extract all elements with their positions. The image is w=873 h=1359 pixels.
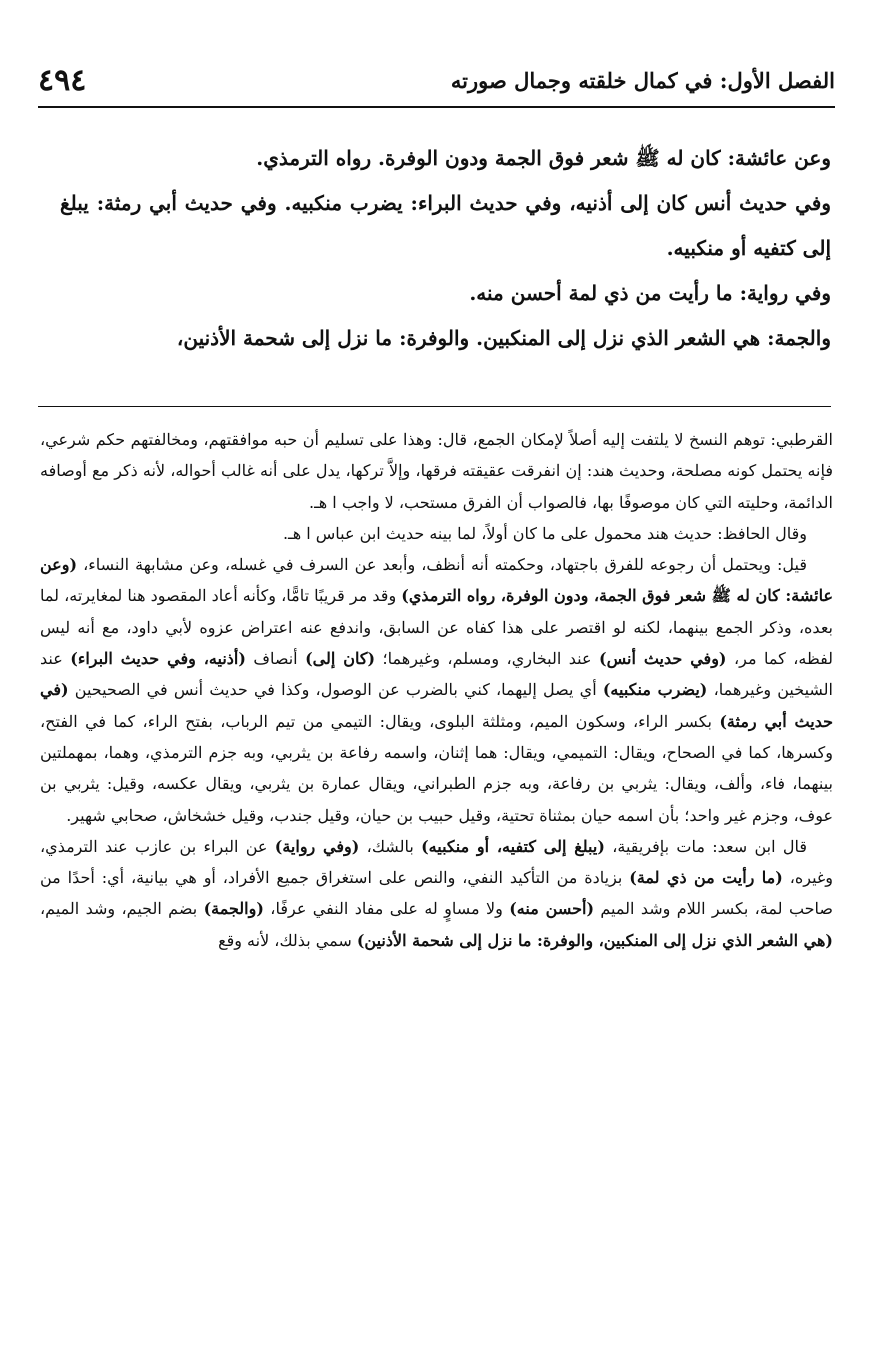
page-header bbox=[38, 58, 835, 102]
commentary-text: عن البراء بن عازب عند الترمذي، وغيره، bbox=[40, 836, 833, 888]
commentary-text: بزيادة من التأكيد النفي، والنص على استغراق جميع الأفراد، أو هي بيانية، أي: أحدًا من صاحب لمة، بكسر اللام وشد الميم bbox=[40, 868, 834, 919]
quoted-main-text: (أذنيه، وفي حديث البراء) bbox=[70, 649, 246, 669]
commentary-text: عند البخاري، ومسلم، وغيرهما؛ bbox=[382, 649, 592, 669]
chapter-title: الفصل الأول: في كمال خلقته وجمال صورته bbox=[450, 67, 835, 93]
main-paragraph-riwaya: وفي رواية: ما رأيت من ذي لمة أحسن منه. bbox=[469, 281, 831, 305]
main-paragraph-anas: وفي حديث أنس كان إلى أذنيه، وفي حديث البراء: يضرب منكبيه. وفي حديث أبي رمثة: يبلغ إلى كتفيه أو منكبيه. bbox=[60, 191, 831, 260]
quoted-main-text: (وعن عائشة: كان له ﷺ شعر فوق الجمة، ودون الوفرة، رواه الترمذي) bbox=[40, 555, 833, 606]
commentary-text: قال ابن سعد: مات بإفريقية، bbox=[612, 836, 807, 856]
main-text bbox=[60, 136, 831, 361]
commentary-text: ولا مساوٍ له على مفاد النفي عرفًا، bbox=[270, 899, 503, 919]
commentary-paragraph-ibn-saad bbox=[40, 831, 833, 956]
commentary-text: بضم الجيم، وشد الميم، bbox=[40, 899, 198, 919]
commentary-paragraph-hafiz: وقال الحافظ: حديث هند محمول على ما كان أولاً، لما بينه حديث ابن عباس ا هـ. bbox=[282, 523, 807, 543]
commentary-text: بكسر الراء، وسكون الميم، ومثلثة البلوى، ويقال: التيمي من تيم الرباب، بفتح الراء، كما في الفتح، وكسرها، كما في الصحاح، ويقال: التميمي، ويقال: هما إثنان، واسمه رفاعة بن يثربي، وبه جزم الترمذي، وهما، بمهملتين بينهما، فاء، وألف، ويقال: يثربي بن رفاعة، وبه جزم الطبراني، ويقال عمارة بن يثربي، ويقال عكسه، وقيل: يثربي بن عوف، وجزم غير واحد؛ بأن اسمه حيان بمثناة تحتية، وقيل حبيب بن حيان، وقيل جندب، وقيل خشخاش، صحابي شهير. bbox=[40, 711, 833, 825]
commentary-paragraph-hair bbox=[40, 549, 833, 831]
commentary-text: أنصاف bbox=[253, 649, 298, 669]
commentary-text: قيل: ويحتمل أن رجوعه للفرق باجتهاد، وحكمته أنه أنظف، وأبعد عن السرف في غسله، وعن مشابهة النساء، bbox=[83, 555, 807, 575]
main-paragraph-aisha: وعن عائشة: كان له ﷺ شعر فوق الجمة ودون الوفرة. رواه الترمذي. bbox=[256, 146, 831, 170]
quoted-main-text: (هي الشعر الذي نزل إلى المنكبين، والوفرة: ما نزل إلى شحمة الأذنين) bbox=[356, 930, 833, 950]
commentary bbox=[40, 424, 833, 956]
commentary-divider bbox=[38, 406, 831, 407]
main-paragraph-jumma: والجمة: هي الشعر الذي نزل إلى المنكبين. والوفرة: ما نزل إلى شحمة الأذنين، bbox=[176, 326, 831, 350]
commentary-text: بالشك، bbox=[366, 836, 414, 856]
quoted-main-text: (ما رأيت من ذي لمة) bbox=[629, 868, 783, 888]
header-divider bbox=[38, 106, 835, 108]
commentary-paragraph-qurtubi: القرطبي: توهم النسخ لا يلتفت إليه أصلاً لإمكان الجمع، قال: وهذا على تسليم أن حبه موافقتهم، ومخالفتهم حكم شرعي، فإنه يحتمل كونه مصلحة، وحديث هند: إن انفرقت عقيقته فرقها، وإلاَّ تركها، يدل على أنه غالب أحواله، لأنه ذكر مع أوصافه الدائمة، وحليته التي كان موصوفًا بها، فالصواب أن الفرق مستحب، لا واجب ا هـ. bbox=[40, 430, 833, 512]
quoted-main-text: (أحسن منه) bbox=[509, 899, 595, 919]
commentary-text: عند الشيخين وغيرهما، bbox=[40, 649, 833, 700]
commentary-text: وقد مر قريبًا تامًّا، وكأنه أعاد المقصود هنا لمغايرته، لما بعده، وذكر الجمع بينهما، لكنه لو اقتصر على هذا كفاه عن السابق، واندفع عنه اعتراض عزوه لأبي داود، مع أنه ليس لفظه، كما مر، bbox=[40, 586, 834, 669]
commentary-text: سمي بذلك، لأنه وقع bbox=[218, 930, 352, 950]
commentary-text: أي يصل إليهما، كني بالضرب عن الوصول، وكذا في حديث أنس في الصحيحين bbox=[74, 680, 597, 700]
quoted-main-text: (يبلغ إلى كتفيه، أو منكبيه) bbox=[421, 836, 605, 856]
quoted-main-text: (وفي رواية) bbox=[274, 836, 360, 856]
quoted-main-text: (يضرب منكبيه) bbox=[602, 680, 708, 700]
quoted-main-text: (كان إلى) bbox=[305, 649, 376, 669]
page-number: ٤٩٤ bbox=[38, 62, 87, 98]
quoted-main-text: (وفي حديث أنس) bbox=[599, 649, 727, 669]
quoted-main-text: (والجمة) bbox=[203, 899, 264, 919]
quoted-main-text: (في حديث أبي رمثة) bbox=[40, 680, 834, 731]
